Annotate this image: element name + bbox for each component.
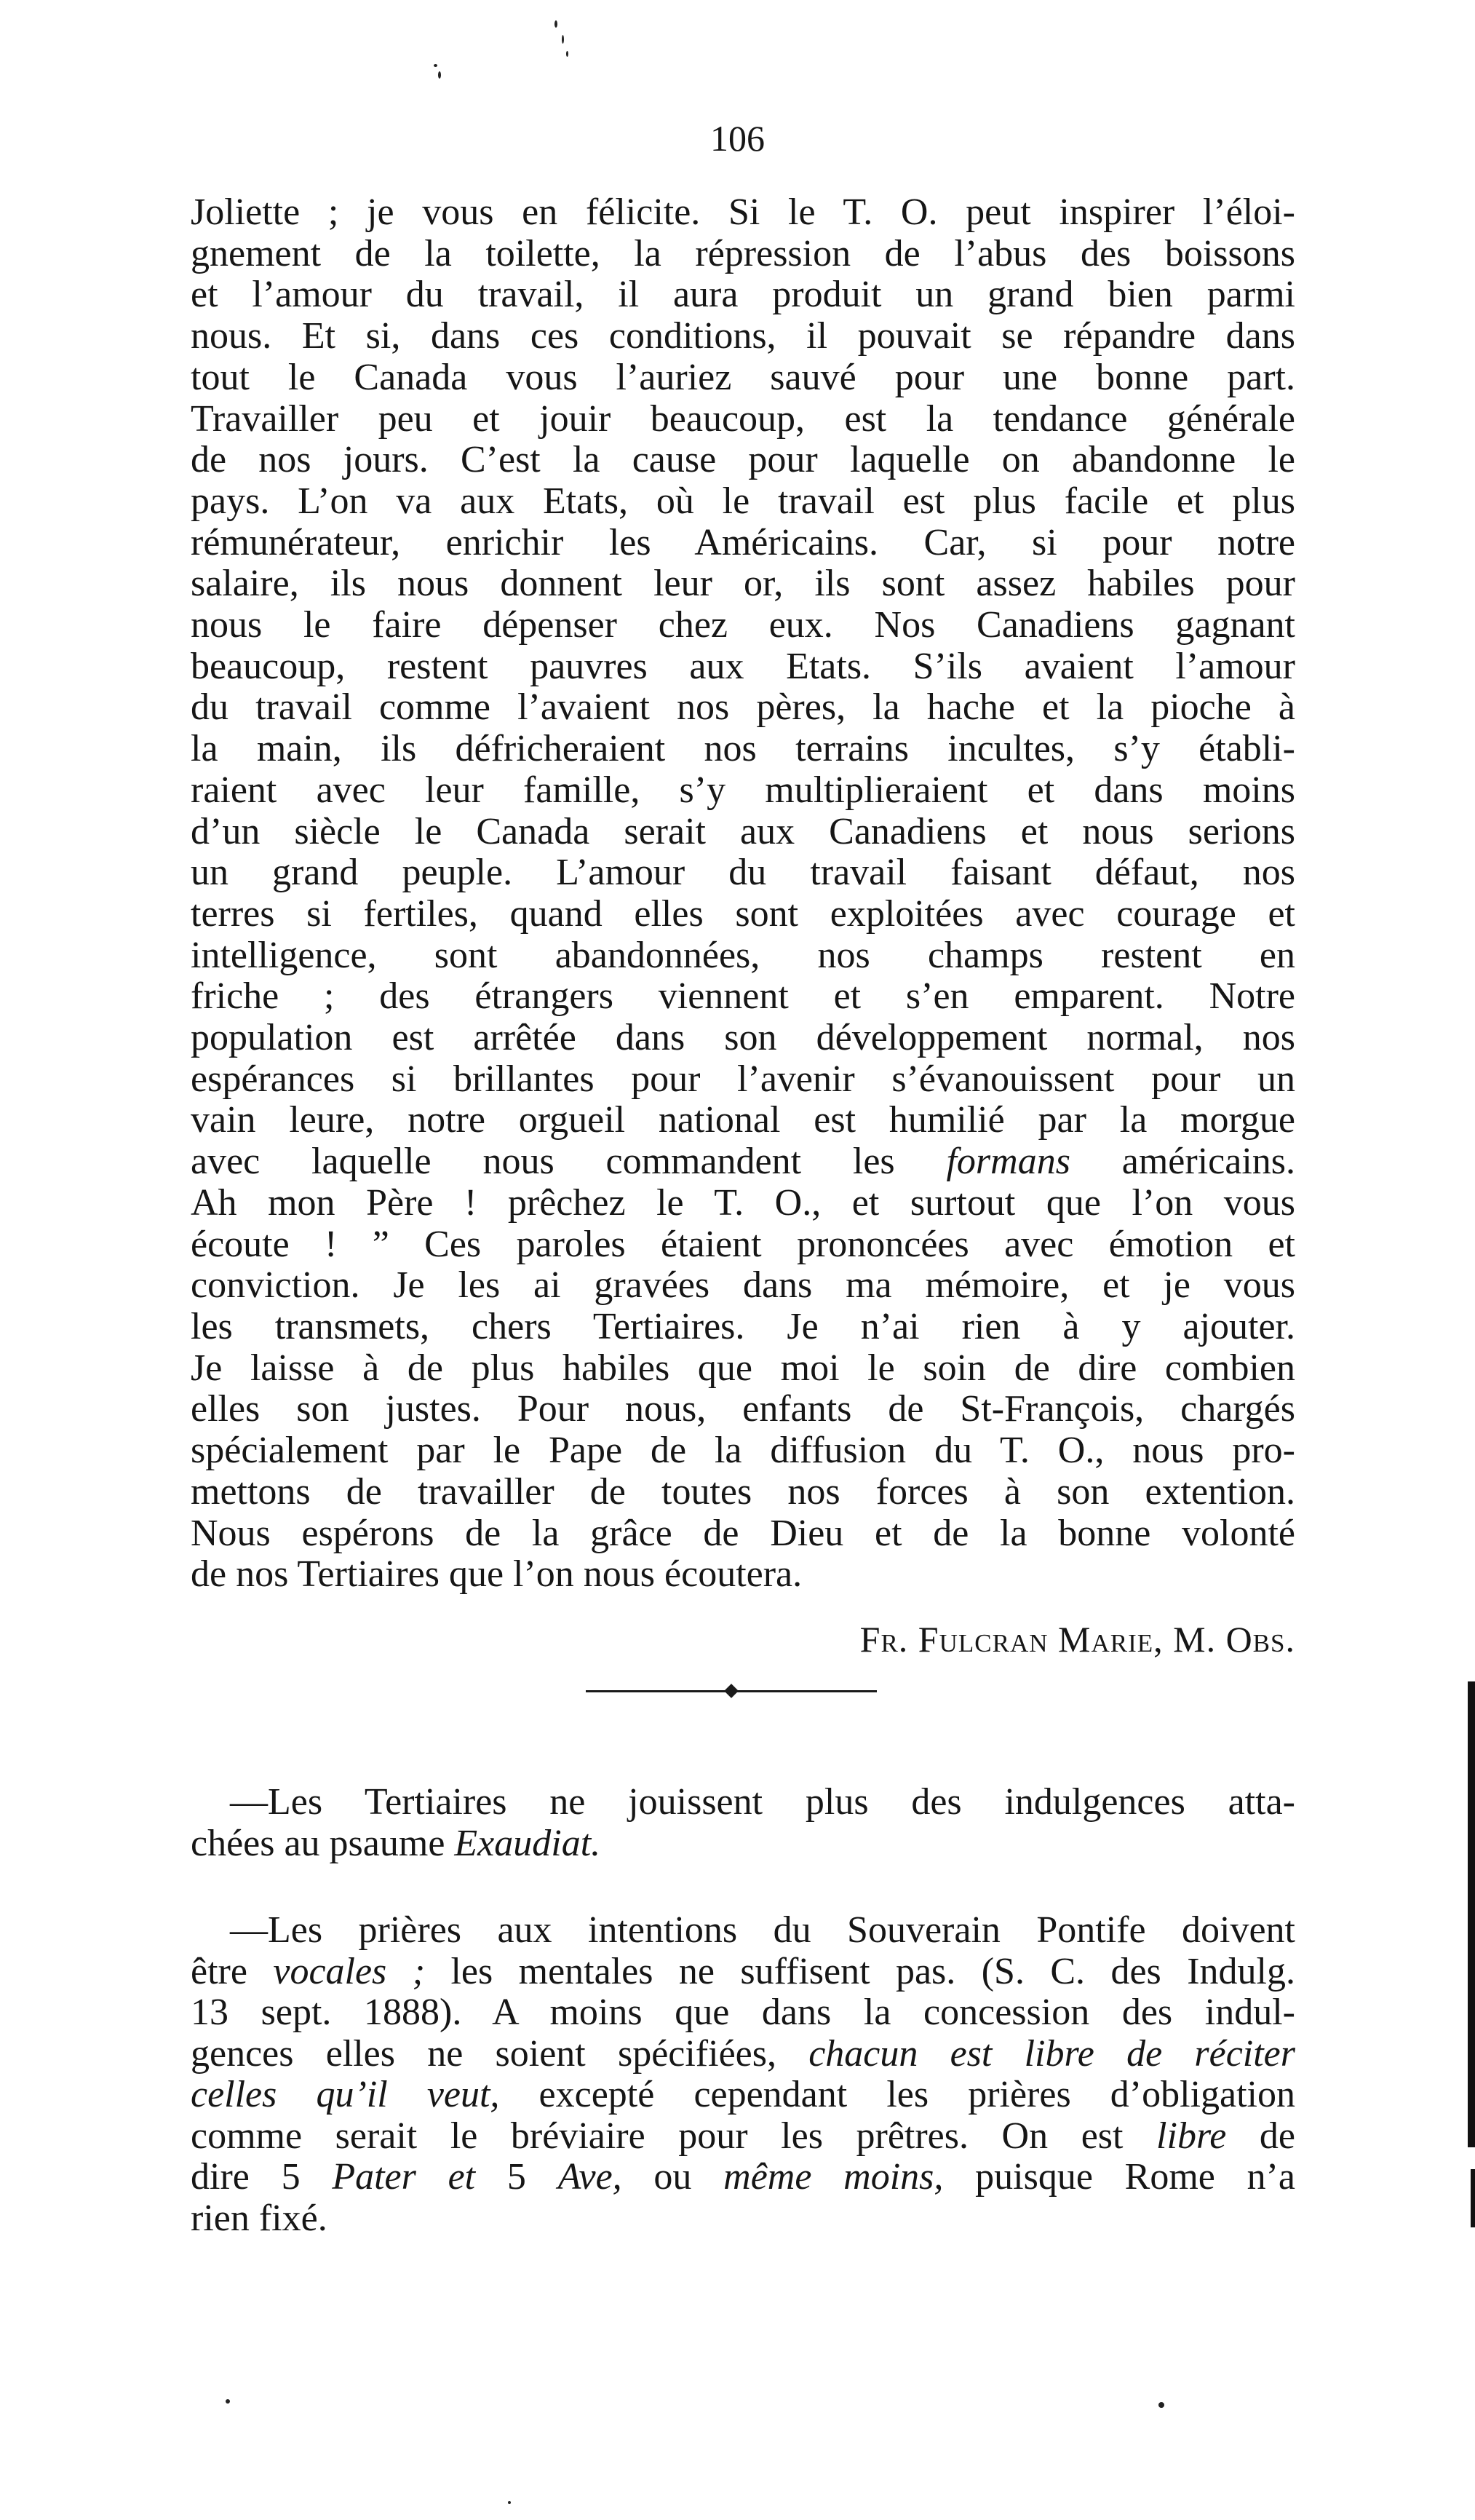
text-line: gences elles ne soient spécifiées, chacun est libre de réciter (191, 2032, 1295, 2075)
text-line: Travailler peu et jouir beaucoup, est la tendance générale (191, 397, 1295, 440)
page-number: 106 (710, 118, 765, 159)
italic-text: Pater et (332, 2156, 476, 2198)
text-line: raient avec leur famille, s’y multiplieraient et dans moins (191, 769, 1295, 811)
italic-text: Exaudiat. (454, 1822, 601, 1864)
text-line: celles qu’il veut, excepté cependant les prières d’obligation (191, 2074, 1295, 2115)
note-paragraph-2 (191, 1910, 1295, 2239)
text-line: Nous espérons de la grâce de Dieu et de la bonne volonté (191, 1512, 1295, 1554)
italic-text: formans (946, 1141, 1070, 1183)
text-line: comme serait le bréviaire pour les prêtres. On est libre de (191, 2115, 1295, 2157)
text-line: —Les Tertiaires ne jouissent plus des indulgences atta- (230, 1781, 1295, 1823)
print-speck (434, 64, 437, 67)
text-line: gnement de la toilette, la répression de l’abus des boissons (191, 232, 1295, 274)
text-line: chées au psaume Exaudiat. (191, 1822, 601, 1864)
text-line: nous. Et si, dans ces conditions, il pouvait se répandre dans (191, 315, 1295, 357)
text-line: Ah mon Père ! prêchez le T. O., et surtout que l’on vous (191, 1181, 1295, 1224)
print-speck (562, 35, 564, 44)
text-line: spécialement par le Pape de la diffusion du T. O., nous pro- (191, 1430, 1295, 1472)
text-line: conviction. Je les ai gravées dans ma mémoire, et je vous (191, 1264, 1295, 1307)
page-edge-shadow (1471, 2169, 1475, 2227)
italic-text: vocales ; (273, 1950, 426, 1992)
text-line: Je laisse à de plus habiles que moi le soin de dire combien (191, 1347, 1295, 1389)
print-speck (566, 51, 568, 57)
body-paragraph (191, 192, 1295, 1596)
italic-text: même moins, (723, 2156, 944, 2198)
print-speck (438, 71, 441, 79)
text-line: être vocales ; les mentales ne suffisent pas. (S. C. des Indulg. (191, 1950, 1295, 1992)
divider-diamond-icon (724, 1684, 739, 1698)
text-line: elles son justes. Pour nous, enfants de St-François, chargés (191, 1388, 1295, 1430)
text-line: avec laquelle nous commandent les formans américains. (191, 1141, 1295, 1183)
text-line: beaucoup, restent pauvres aux Etats. S’ils avaient l’amour (191, 645, 1295, 687)
text-line: nous le faire dépenser chez eux. Nos Canadiens gagnant (191, 604, 1295, 646)
text-line: un grand peuple. L’amour du travail faisant défaut, nos (191, 852, 1295, 894)
italic-text: libre (1156, 2115, 1227, 2157)
text-line: Joliette ; je vous en félicite. Si le T. O. peut inspirer l’éloi- (191, 191, 1295, 233)
text-line: population est arrêtée dans son développement normal, nos (191, 1017, 1295, 1059)
print-speck (226, 2399, 230, 2404)
print-speck (1158, 2402, 1164, 2408)
text-line: tout le Canada vous l’auriez sauvé pour une bonne part. (191, 356, 1295, 398)
text-line: vain leure, notre orgueil national est humilié par la morgue (191, 1099, 1295, 1141)
text-line: salaire, ils nous donnent leur or, ils sont assez habiles pour (191, 563, 1295, 605)
author-signature: Fr. Fulcran Marie, M. Obs. (859, 1619, 1295, 1660)
italic-text: chacun est libre de réciter (808, 2032, 1295, 2075)
text-line: rémunérateur, enrichir les Américains. Car, si pour notre (191, 521, 1295, 563)
text-line: la main, ils défricheraient nos terrains incultes, s’y établi- (191, 728, 1295, 770)
text-line: friche ; des étrangers viennent et s’en emparent. Notre (191, 975, 1295, 1018)
italic-text: Ave, (557, 2156, 622, 2198)
text-line: espérances si brillantes pour l’avenir s’évanouissent pour un (191, 1058, 1295, 1100)
text-line: du travail comme l’avaient nos pères, la hache et la pioche à (191, 686, 1295, 729)
text-line: rien fixé. (191, 2197, 327, 2239)
text-line: —Les prières aux intentions du Souverain Pontife doivent (230, 1909, 1295, 1951)
text-line: dire 5 Pater et 5 Ave, ou même moins, puisque Rome n’a (191, 2156, 1295, 2198)
text-line: écoute ! ” Ces paroles étaient prononcées avec émotion et (191, 1223, 1295, 1265)
text-line: intelligence, sont abandonnées, nos champs restent en (191, 934, 1295, 976)
text-line: de nos Tertiaires que l’on nous écoutera. (191, 1553, 803, 1596)
text-line: pays. L’on va aux Etats, où le travail est plus facile et plus (191, 480, 1295, 522)
text-line: 13 sept. 1888). A moins que dans la concession des indul- (191, 1992, 1295, 2033)
text-line: mettons de travailler de toutes nos forces à son extention. (191, 1470, 1295, 1513)
italic-text: celles qu’il veut, (191, 2074, 500, 2115)
note-paragraph-1 (191, 1782, 1295, 1864)
text-line: et l’amour du travail, il aura produit un grand bien parmi (191, 274, 1295, 316)
print-speck (554, 20, 557, 28)
text-line: terres si fertiles, quand elles sont exploitées avec courage et (191, 892, 1295, 935)
text-line: d’un siècle le Canada serait aux Canadiens et nous serions (191, 810, 1295, 852)
text-line: les transmets, chers Tertiaires. Je n’ai rien à y ajouter. (191, 1305, 1295, 1347)
text-line: de nos jours. C’est la cause pour laquelle on abandonne le (191, 439, 1295, 481)
print-speck (508, 2501, 511, 2504)
section-divider (586, 1683, 877, 1699)
page-edge-shadow (1468, 1681, 1475, 2147)
